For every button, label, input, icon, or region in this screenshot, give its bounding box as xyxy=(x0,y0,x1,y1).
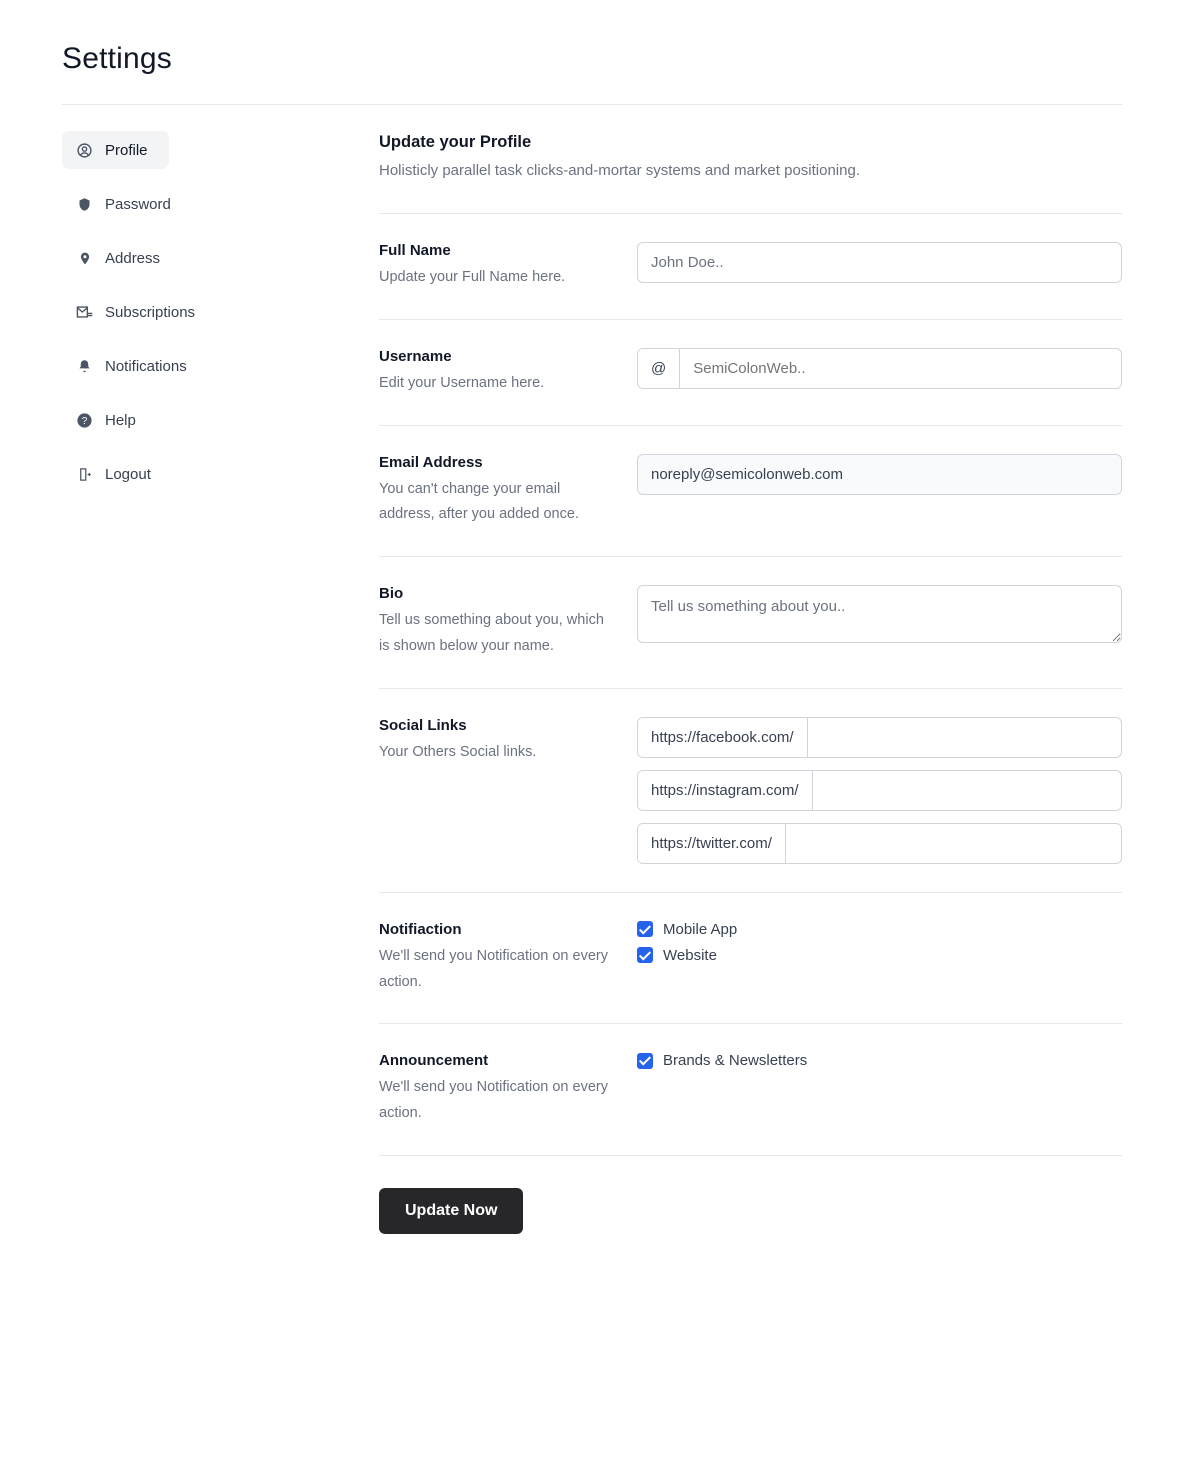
user-circle-icon xyxy=(76,142,93,159)
social-links-label: Social Links xyxy=(379,716,467,734)
mail-icon xyxy=(76,304,93,321)
settings-layout xyxy=(0,105,1184,1234)
announcement-label-group xyxy=(379,1052,637,1127)
form-heading: Update your Profile xyxy=(379,133,532,152)
facebook-input[interactable] xyxy=(808,718,1121,757)
sidebar-item-profile[interactable] xyxy=(62,131,169,169)
sidebar-item-label: Profile xyxy=(105,141,148,159)
sidebar-item-label: Address xyxy=(105,249,161,267)
username-label: Username xyxy=(379,347,452,365)
email-field[interactable] xyxy=(637,454,1122,495)
sidebar-item-address[interactable] xyxy=(62,239,169,277)
sidebar-item-help[interactable] xyxy=(62,401,169,439)
email-label: Email Address xyxy=(379,453,483,471)
row-email xyxy=(379,426,1122,558)
instagram-prefix: https://instagram.com/ xyxy=(638,771,813,810)
bio-label: Bio xyxy=(379,585,404,603)
username-input[interactable] xyxy=(680,349,1121,388)
form-header xyxy=(379,133,1122,179)
full-name-hint: Update your Full Name here. xyxy=(379,269,566,286)
full-name-input[interactable] xyxy=(637,242,1122,283)
bio-textarea[interactable] xyxy=(637,585,1122,643)
username-label-group xyxy=(379,348,637,397)
bio-hint: Tell us something about you, which is shown below your name. xyxy=(379,612,604,655)
social-links-label-group xyxy=(379,717,637,766)
map-pin-icon xyxy=(76,250,93,267)
sidebar-item-label: Logout xyxy=(105,465,151,483)
checkbox-mobile-app[interactable] xyxy=(637,921,1122,938)
email-hint: You can't change your email address, after you added once. xyxy=(379,480,579,523)
bio-field-wrap xyxy=(637,585,1122,648)
row-bio xyxy=(379,557,1122,689)
page-title: Settings xyxy=(62,42,172,76)
instagram-input-group xyxy=(637,770,1122,811)
sidebar-item-label: Password xyxy=(105,195,171,213)
checkbox-icon[interactable] xyxy=(637,1053,653,1069)
facebook-input-group xyxy=(637,717,1122,758)
announcement-label: Announcement xyxy=(379,1052,489,1070)
checkbox-website[interactable] xyxy=(637,947,1122,964)
announcement-options xyxy=(637,1052,1122,1069)
full-name-label-group xyxy=(379,242,637,291)
checkbox-brands-newsletters[interactable] xyxy=(637,1052,1122,1069)
checkbox-icon[interactable] xyxy=(637,947,653,963)
bell-icon xyxy=(76,358,93,375)
social-links-field-wrap xyxy=(637,717,1122,864)
form-actions xyxy=(379,1156,1122,1234)
row-social-links xyxy=(379,689,1122,893)
username-field-wrap xyxy=(637,348,1122,389)
update-now-button[interactable]: Update Now xyxy=(379,1188,523,1234)
notification-options xyxy=(637,921,1122,964)
twitter-prefix: https://twitter.com/ xyxy=(638,824,786,863)
settings-sidebar xyxy=(62,131,317,509)
row-notification xyxy=(379,893,1122,1025)
instagram-input[interactable] xyxy=(813,771,1121,810)
checkbox-label: Mobile App xyxy=(663,920,738,938)
social-links-hint: Your Others Social links. xyxy=(379,743,537,760)
row-full-name xyxy=(379,214,1122,320)
checkbox-label: Website xyxy=(663,946,717,964)
checkbox-icon[interactable] xyxy=(637,921,653,937)
bio-label-group xyxy=(379,585,637,660)
sidebar-item-notifications[interactable] xyxy=(62,347,272,385)
svg-text:?: ? xyxy=(81,415,88,427)
sidebar-item-label: Subscriptions xyxy=(105,303,196,321)
notification-hint: We'll send you Notification on every action. xyxy=(379,947,608,990)
twitter-input[interactable] xyxy=(786,824,1121,863)
sidebar-item-logout[interactable] xyxy=(62,455,169,493)
full-name-label: Full Name xyxy=(379,242,451,260)
email-field-wrap xyxy=(637,454,1122,495)
full-name-field-wrap xyxy=(637,242,1122,283)
question-circle-icon xyxy=(76,412,93,429)
profile-form xyxy=(317,131,1122,1234)
sidebar-item-label: Help xyxy=(105,411,136,429)
username-hint: Edit your Username here. xyxy=(379,374,545,391)
sidebar-item-label: Notifications xyxy=(105,357,187,375)
twitter-input-group xyxy=(637,823,1122,864)
username-input-group xyxy=(637,348,1122,389)
sidebar-item-subscriptions[interactable] xyxy=(62,293,272,331)
row-announcement xyxy=(379,1024,1122,1156)
email-label-group xyxy=(379,454,637,529)
username-addon: @ xyxy=(638,349,680,388)
form-subheading: Holisticly parallel task clicks-and-mortar systems and market positioning. xyxy=(379,162,860,180)
notification-label: Notifiaction xyxy=(379,920,462,938)
logout-icon xyxy=(76,466,93,483)
notification-label-group xyxy=(379,921,637,996)
facebook-prefix: https://facebook.com/ xyxy=(638,718,808,757)
announcement-hint: We'll send you Notification on every action. xyxy=(379,1079,608,1122)
shield-icon xyxy=(76,196,93,213)
sidebar-item-password[interactable] xyxy=(62,185,169,223)
row-username xyxy=(379,320,1122,426)
checkbox-label: Brands & Newsletters xyxy=(663,1052,808,1070)
